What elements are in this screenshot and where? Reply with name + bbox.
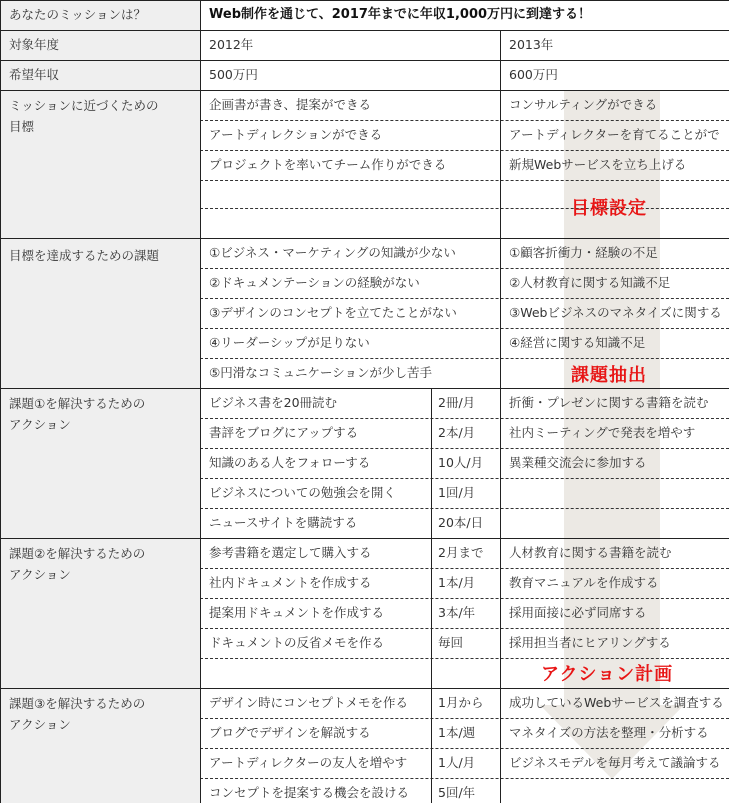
action1-next-year: 折衝・プレゼンに関する書籍を読む (509, 395, 709, 410)
action1-item: 書評をブログにアップする (209, 425, 359, 440)
border-line (0, 538, 729, 539)
row-divider (200, 658, 729, 659)
stage-issue-extraction: 課題抽出 (571, 365, 647, 386)
action3-label-line2: アクション (9, 717, 71, 732)
action3-frequency: 1月から (438, 695, 484, 710)
action2-item: 社内ドキュメントを作成する (209, 575, 372, 590)
issue-2012: ③デザインのコンセプトを立てたことがない (209, 305, 457, 320)
action3-frequency: 1人/月 (438, 755, 476, 770)
action1-item: 知識のある人をフォローする (209, 455, 371, 470)
border-line (0, 0, 729, 1)
action1-item: ビジネス書を20冊読む (209, 395, 338, 410)
action2-label-line1: 課題②を解決するための (9, 546, 146, 561)
action2-next-year: 教育マニュアルを作成する (509, 575, 659, 590)
year-label: 対象年度 (0, 30, 200, 60)
action2-label-line2: アクション (9, 567, 71, 582)
action3-item: アートディレクターの友人を増やす (209, 755, 408, 770)
goal-2013: 新規Webサービスを立ち上げる (509, 157, 687, 172)
action2-label (0, 538, 200, 688)
action1-label-line1: 課題①を解決するための (9, 396, 146, 411)
issue-2012: ④リーダーシップが足りない (209, 335, 370, 350)
row-divider (200, 508, 729, 509)
row-divider (200, 718, 729, 719)
action2-item: ドキュメントの反省メモを作る (209, 635, 385, 650)
issue-2012: ⑤円滑なコミュニケーションが少し苦手 (209, 365, 432, 380)
row-divider (200, 448, 729, 449)
issue-2012: ②ドキュメンテーションの経験がない (209, 275, 420, 290)
border-line (0, 388, 729, 389)
row-divider (200, 418, 729, 419)
row-divider (200, 298, 729, 299)
action1-next-year: 異業種交流会に参加する (509, 455, 647, 470)
action3-next-year: ビジネスモデルを毎月考えて議論する (509, 755, 721, 770)
border-line (200, 0, 201, 803)
border-line (0, 90, 729, 91)
action1-label-line2: アクション (9, 417, 71, 432)
action3-frequency: 5回/年 (438, 785, 476, 800)
action2-next-year: 採用担当者にヒアリングする (509, 635, 671, 650)
row-divider (200, 208, 729, 209)
border-line (0, 688, 729, 689)
row-divider (200, 478, 729, 479)
action3-label-line1: 課題③を解決するための (9, 696, 146, 711)
row-divider (200, 748, 729, 749)
issues-label: 目標を達成するための課題 (0, 240, 200, 388)
issue-2013: ④経営に関する知識不足 (509, 335, 646, 350)
issue-2012: ①ビジネス・マーケティングの知識が少ない (209, 245, 456, 260)
border-line (0, 0, 1, 803)
action1-label (0, 388, 200, 538)
goal-2012: アートディレクションができる (209, 127, 383, 142)
action3-next-year: 成功しているWebサービスを調査する (509, 695, 724, 710)
issue-2013: ②人材教育に関する知識不足 (509, 275, 671, 290)
action1-item: ビジネスについての勉強会を開く (209, 485, 396, 500)
salary-2012: 500万円 (209, 67, 258, 82)
goals-label-line1: ミッションに近づくための (9, 98, 159, 113)
action2-frequency: 2月まで (438, 545, 484, 560)
border-line (431, 388, 432, 803)
action1-frequency: 10人/月 (438, 455, 484, 470)
action3-frequency: 1本/週 (438, 725, 476, 740)
border-line (500, 30, 501, 803)
salary-label: 希望年収 (0, 60, 200, 90)
goal-2013: コンサルティングができる (509, 97, 658, 112)
issue-2013: ①顧客折衝力・経験の不足 (509, 245, 658, 260)
goals-label-line2: 目標 (9, 119, 35, 134)
border-line (0, 30, 729, 31)
issue-2013: ③Webビジネスのマネタイズに関する (509, 305, 722, 320)
row-divider (200, 150, 729, 151)
action3-label (0, 688, 200, 803)
row-divider (200, 180, 729, 181)
row-divider (200, 120, 729, 121)
goal-2012: 企画書が書き、提案ができる (209, 97, 372, 112)
border-line (0, 60, 729, 61)
action1-frequency: 2本/月 (438, 425, 476, 440)
action1-frequency: 2冊/月 (438, 395, 476, 410)
year-2013: 2013年 (509, 37, 554, 52)
action2-frequency: 3本/年 (438, 605, 476, 620)
goal-2012 (200, 180, 500, 210)
mission-value: Web制作を通じて、2017年までに年収1,000万円に到達する！ (209, 7, 592, 22)
goal-2012 (200, 210, 500, 240)
action3-item: デザイン時にコンセプトメモを作る (209, 695, 409, 710)
border-line (0, 238, 729, 239)
action3-next-year: マネタイズの方法を整理・分析する (509, 725, 709, 740)
action2-frequency: 毎回 (438, 635, 464, 650)
row-divider (200, 568, 729, 569)
action2-item: 参考書籍を選定して購入する (209, 545, 372, 560)
row-divider (200, 778, 729, 779)
goals-label (0, 90, 200, 240)
year-2012: 2012年 (209, 37, 254, 52)
row-divider (200, 358, 729, 359)
action2-next-year: 人材教育に関する書籍を読む (509, 545, 672, 560)
mission-label: あなたのミッションは？ (0, 0, 200, 30)
salary-2013: 600万円 (509, 67, 558, 82)
action1-frequency: 20本/日 (438, 515, 484, 530)
goal-2012: プロジェクトを率いてチーム作りができる (209, 157, 447, 172)
stage-action-plan: アクション計画 (541, 664, 674, 685)
stage-goal-setting: 目標設定 (571, 198, 647, 219)
action1-next-year: 社内ミーティングで発表を増やす (509, 425, 696, 440)
row-divider (200, 268, 729, 269)
action2-item: 提案用ドキュメントを作成する (209, 605, 385, 620)
action2-next-year: 採用面接に必ず同席する (509, 605, 647, 620)
action1-item: ニュースサイトを購読する (209, 515, 358, 530)
action2-frequency: 1本/月 (438, 575, 476, 590)
row-divider (200, 328, 729, 329)
row-divider (200, 628, 729, 629)
action1-frequency: 1回/月 (438, 485, 476, 500)
row-divider (200, 598, 729, 599)
action3-item: ブログでデザインを解説する (209, 725, 371, 740)
goal-2013: アートディレクターを育てることがで (509, 127, 720, 142)
action3-item: コンセプトを提案する機会を設ける (209, 785, 410, 800)
